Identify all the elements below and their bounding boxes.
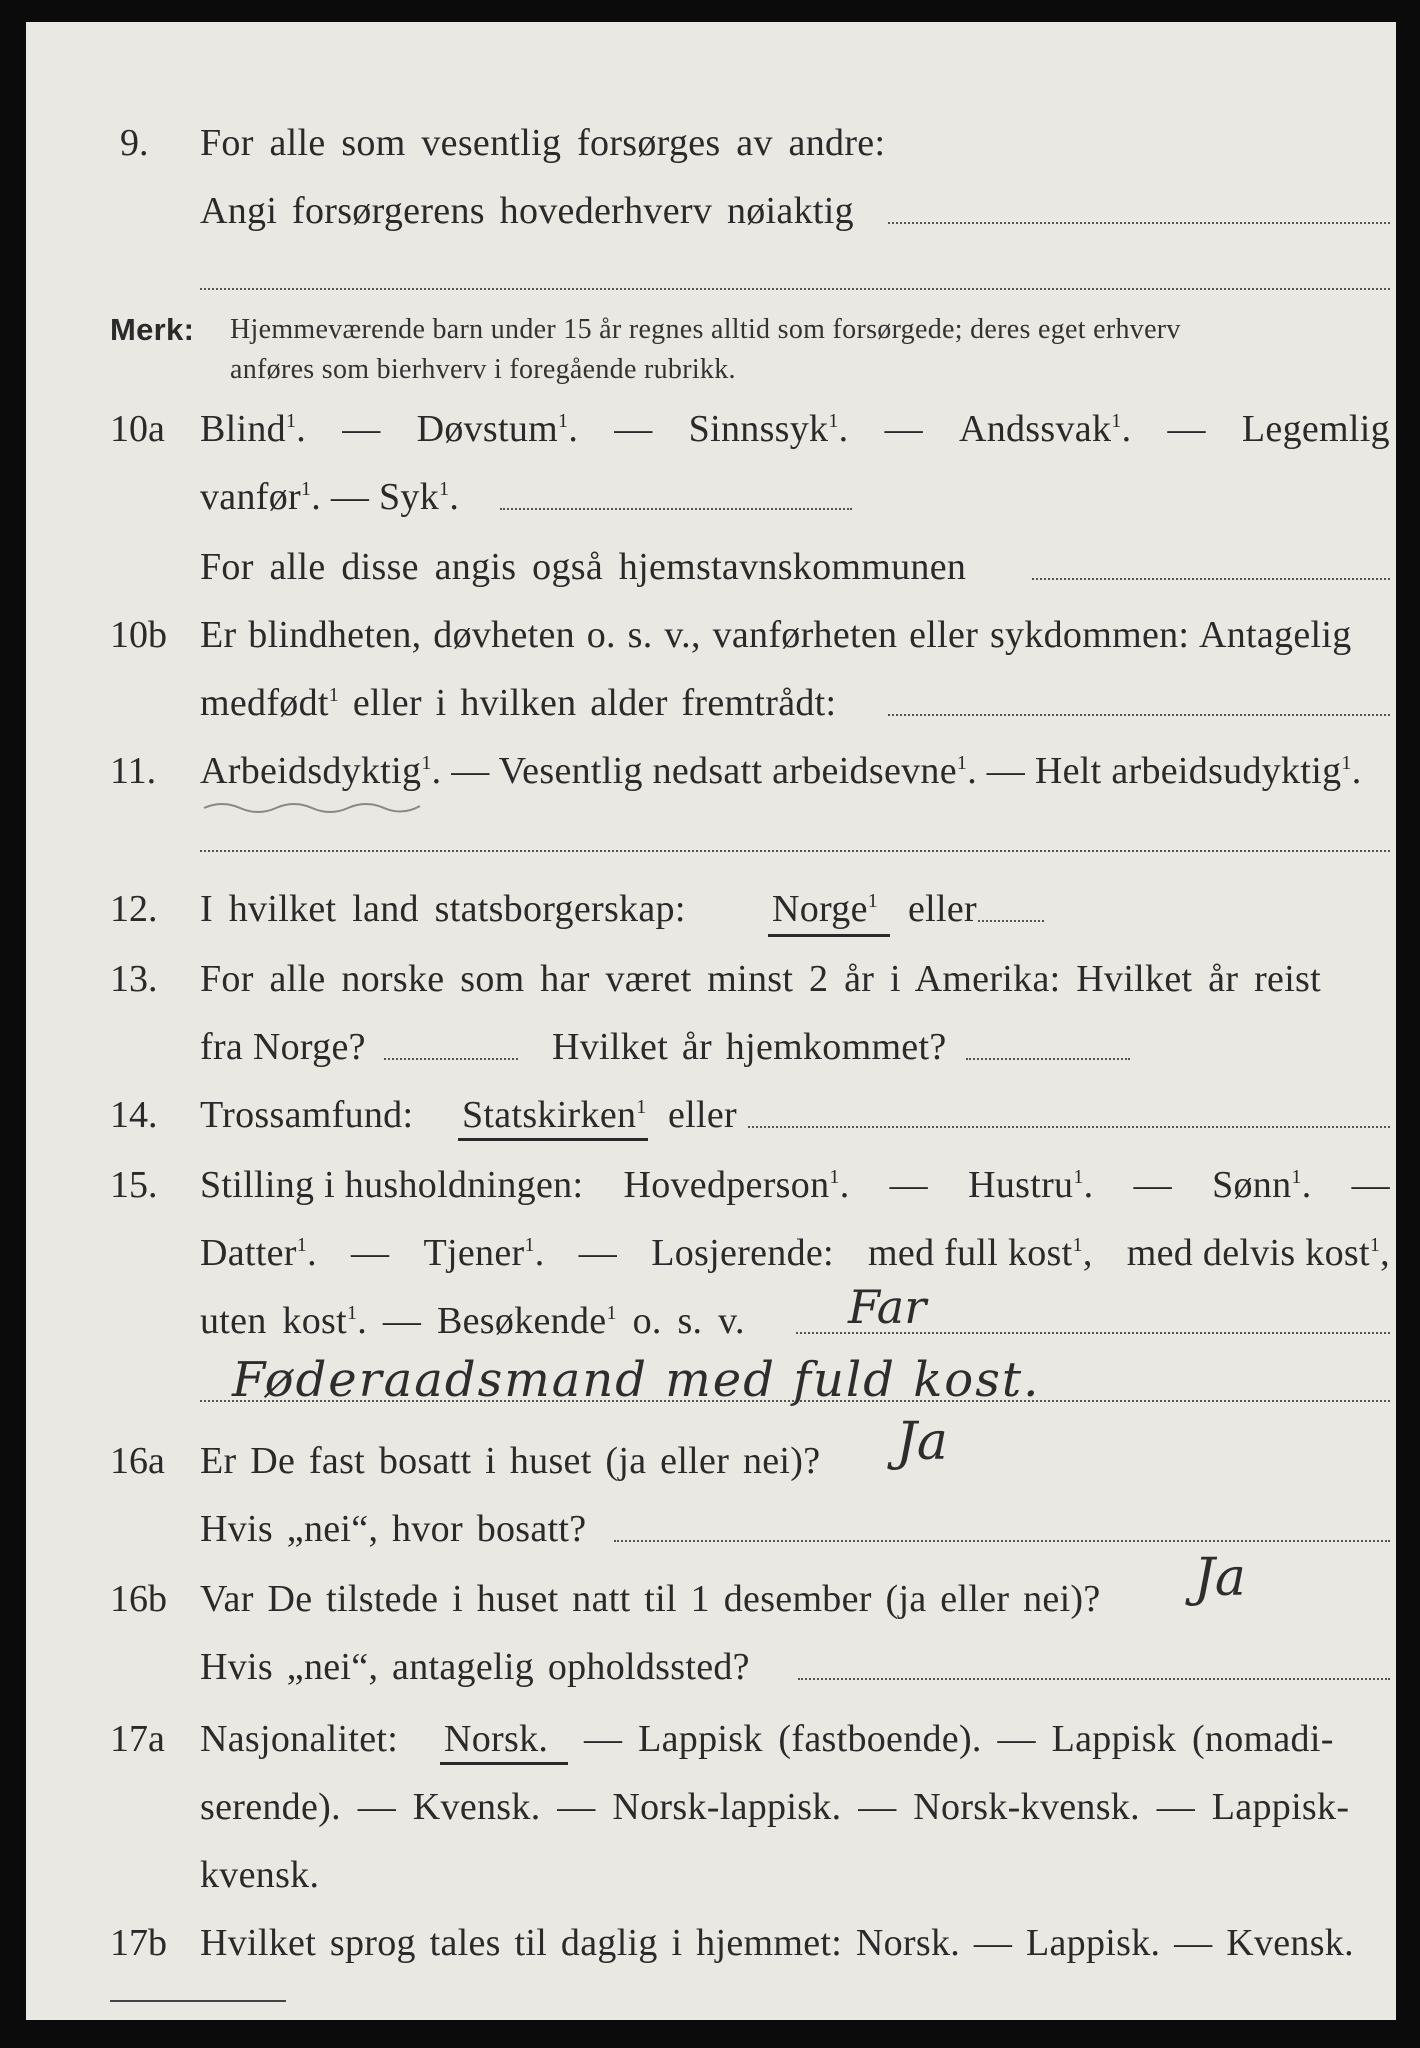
q16a-answer-line [614, 1540, 1390, 1542]
option-norge: Norge$^1$ [772, 888, 879, 930]
option-uten-kost: uten kost [200, 1300, 347, 1342]
q16b-number: 16b [110, 1578, 167, 1620]
q10a-line1: Blind$^1$. — Døvstum$^1$. — Sinnssyk$^1$. — Andssvak$^1$. — Legemlig [200, 408, 1390, 450]
q12-prefix: I hvilket land statsborgerskap: [200, 888, 686, 930]
q10b-number: 10b [110, 614, 167, 656]
q16a-line2: Hvis „nei“, hvor bosatt? [200, 1508, 587, 1550]
census-form-page [26, 22, 1396, 2020]
q17a-norsk-underline [440, 1762, 568, 1765]
option-sinnssyk: Sinnssyk [688, 408, 829, 450]
option-sonn: Sønn [1212, 1164, 1292, 1206]
merk-label: Merk: [110, 312, 195, 347]
option-besokende: Besøkende [437, 1300, 607, 1342]
option-datter: Datter [200, 1232, 297, 1274]
option-syk: Syk [379, 476, 440, 518]
option-vanfor: vanfør [200, 476, 301, 518]
q13-line2a: fra Norge? [200, 1026, 366, 1068]
q16a-handwritten-answer: Ja [896, 1412, 948, 1472]
q13-number: 13. [110, 958, 158, 1000]
q13-hjemkommet-line [966, 1058, 1130, 1060]
q9-line2: Angi forsørgerens hovederhverv nøiaktig [200, 190, 854, 232]
q15-number: 15. [110, 1164, 158, 1206]
q11-line: Arbeidsdyktig$^1$. — Vesentlig nedsatt arbeidsevne$^1$. — Helt arbeidsudyktig$^1$. [200, 750, 1362, 792]
q15-line3: uten kost$^1$. — Besøkende$^1$ o. s. v. [200, 1300, 745, 1342]
q14-number: 14. [110, 1094, 158, 1136]
q12-eller: eller [908, 888, 978, 930]
merk-line1: Hjemmeværende barn under 15 år regnes alltid som forsørgede; deres eget erhverv [230, 314, 1181, 345]
q15-handwritten-answer: Far [848, 1280, 927, 1334]
q10a-answer-line [500, 508, 852, 510]
option-norsk: Norsk. [444, 1718, 549, 1760]
q17a-prefix: Nasjonalitet: [200, 1718, 399, 1760]
q17a-line3: kvensk. [200, 1854, 320, 1896]
q11-number: 11. [110, 750, 157, 792]
q15-line1: Stilling i husholdningen: Hovedperson$^1$. — Hustru$^1$. — Sønn$^1$. — [200, 1164, 1390, 1206]
option-dovstum: Døvstum [416, 408, 559, 450]
q9-number: 9. [120, 122, 149, 164]
q17a-line1-rest: — Lappisk (fastboende). — Lappisk (nomadi- [584, 1718, 1334, 1760]
q10a-line2: vanfør$^1$. — Syk$^1$. [200, 476, 460, 518]
q9-answer-line [888, 222, 1390, 224]
option-legemlig: Legemlig [1241, 408, 1390, 450]
q17b-line1: Hvilket sprog tales til daglig i hjemmet: Norsk. — Lappisk. — Kvensk. [200, 1922, 1354, 1964]
q11-answer-line [200, 850, 1390, 852]
q11-wavy-underline [202, 794, 442, 816]
option-andssvak: Andssvak [958, 408, 1112, 450]
q14-prefix: Trossamfund: [200, 1094, 414, 1136]
q13-line1: For alle norske som har været minst 2 år i Amerika: Hvilket år reist [200, 958, 1322, 1000]
option-blind: Blind [200, 408, 286, 450]
option-medfodt: medfødt [200, 682, 329, 724]
q9-line1: For alle som vesentlig forsørges av andre: [200, 122, 886, 164]
option-med-delvis-kost: med delvis kost [1126, 1232, 1370, 1274]
option-tjener: Tjener [423, 1232, 525, 1274]
q10a-kommune-line [1032, 578, 1390, 580]
q17a-line2: serende). — Kvensk. — Norsk-lappisk. — Norsk-kvensk. — Lappisk- [200, 1786, 1350, 1828]
q12-number: 12. [110, 888, 158, 930]
q16a-line1: Er De fast bosatt i huset (ja eller nei)? [200, 1440, 821, 1482]
option-med-full-kost: med full kost [868, 1232, 1073, 1274]
option-hustru: Hustru [968, 1164, 1074, 1206]
merk-line2: anføres som bierhverv i foregående rubrikk. [230, 354, 736, 385]
q9-answer-line-2 [200, 288, 1390, 290]
q12-norge-underline [768, 934, 890, 937]
footnote-rule [110, 2000, 286, 2002]
q17b-number: 17b [110, 1922, 167, 1964]
q10a-number: 10a [110, 408, 165, 450]
q16b-line2: Hvis „nei“, antagelig opholdssted? [200, 1646, 750, 1688]
q17a-number: 17a [110, 1718, 165, 1760]
q16b-answer-line [798, 1678, 1390, 1680]
option-statskirken: Statskirken$^1$ [462, 1094, 647, 1136]
q15-handwritten-answer-2: Føderaadsmand med fuld kost. [232, 1352, 1041, 1408]
q16b-line1: Var De tilstede i huset natt til 1 desember (ja eller nei)? [200, 1578, 1101, 1620]
q15-line2: Datter$^1$. — Tjener$^1$. — Losjerende: med full kost$^1$, med delvis kost$^1$, [200, 1232, 1390, 1274]
q12-answer-line [978, 920, 1044, 922]
q14-statskirken-underline [458, 1138, 648, 1141]
q10b-answer-line [888, 714, 1390, 716]
q14-answer-line [748, 1126, 1390, 1128]
q16a-number: 16a [110, 1440, 165, 1482]
q10b-line2: medfødt$^1$ eller i hvilken alder fremtrådt: [200, 682, 837, 724]
q13-line2b: Hvilket år hjemkommet? [552, 1026, 947, 1068]
q10a-line3: For alle disse angis også hjemstavnskommunen [200, 546, 967, 588]
q14-eller: eller [668, 1094, 738, 1136]
q13-reist-line [384, 1058, 518, 1060]
option-hovedperson: Hovedperson [623, 1164, 830, 1206]
q10b-line1: Er blindheten, døvheten o. s. v., vanførheten eller sykdommen: Antagelig [200, 614, 1352, 656]
q16b-handwritten-answer: Ja [1194, 1548, 1246, 1608]
option-arbeidsdyktig: Arbeidsdyktig [200, 750, 422, 792]
